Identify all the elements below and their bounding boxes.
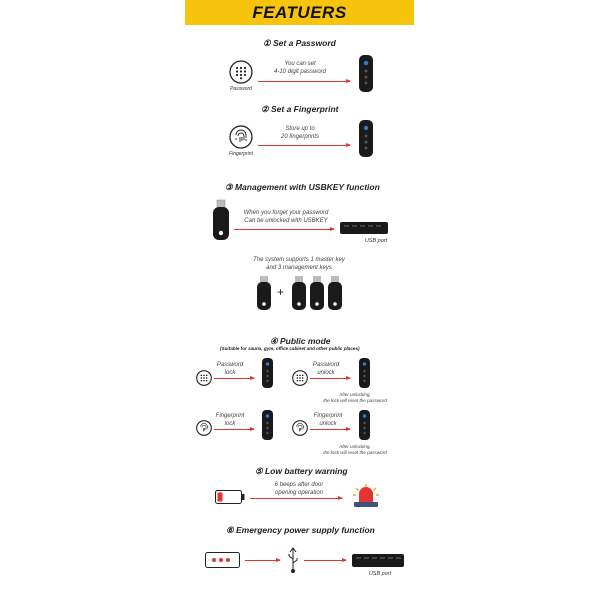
arrow [250,498,342,499]
arrow [245,560,280,561]
page-title: FEATUERS [252,2,347,22]
usb-key-icon [213,200,229,240]
usbkey-note: When you forget your password Can be unlocked with USBKEY [243,210,329,224]
support-note: The system supports 1 master key and 3 management keys [253,257,345,271]
fingerprint-icon-label: Fingerprint [229,151,253,157]
section-5-heading: ⑤ Low battery warning [255,466,348,476]
lock-device-icon [262,358,273,388]
low-battery-note: 6 beeps after door opening operation [274,482,324,496]
management-key-icon [310,276,324,310]
lock-device-icon [359,55,373,92]
section-3-heading: ③ Management with USBKEY function [225,182,380,192]
master-key-icon [257,276,271,310]
control-box-icon [340,222,388,234]
alarm-light-icon [352,482,380,508]
keypad-icon [229,60,253,84]
arrow [234,229,334,230]
usb-port-label: USB port [368,571,392,577]
fingerprint-note: Store up to 20 fingerprints [280,126,320,140]
arrow [304,560,346,561]
lock-device-icon [262,410,273,440]
keypad-icon [292,370,308,386]
password-unlock-label: Password unlock [312,362,340,376]
fingerprint-unlock-label: Fingerprint unlock [313,413,343,427]
control-box-icon [352,554,404,567]
arrow [214,378,254,379]
fingerprint-icon [292,420,308,436]
section-6-heading: ⑥ Emergency power supply function [226,525,375,535]
section-1-heading: ① Set a Password [263,38,336,48]
password-note: You can set 4-10 digit password [273,61,327,75]
plus-sign: + [277,285,285,299]
usb-cable-icon [286,546,300,574]
fingerprint-icon [229,125,253,149]
management-key-icon [292,276,306,310]
arrow [310,429,350,430]
arrow [258,145,350,146]
keypad-icon [196,370,212,386]
lock-device-icon [359,410,370,440]
management-key-icon [328,276,342,310]
section-2-heading: ② Set a Fingerprint [261,104,339,114]
fingerprint-lock-label: Fingerprint lock [215,413,245,427]
arrow [310,378,350,379]
section-4-heading: ④ Public mode [270,336,331,346]
power-bank-icon [205,552,241,568]
password-lock-label: Password lock [216,362,244,376]
arrow [258,81,350,82]
arrow [214,429,254,430]
section-4-subheading: (Suitable for sauna, gym, office cabinet and other public places) [220,346,360,351]
lock-device-icon [359,358,370,388]
reset-note-2: After unlocking, the lock will reset the password [323,444,387,455]
reset-note-1: After unlocking, the lock will reset the password [323,392,387,403]
password-icon-label: Password [230,86,252,92]
low-battery-icon [215,490,245,504]
fingerprint-icon [196,420,212,436]
title-banner [185,0,414,25]
lock-device-icon [359,120,373,157]
usb-port-label: USB port [364,238,388,244]
